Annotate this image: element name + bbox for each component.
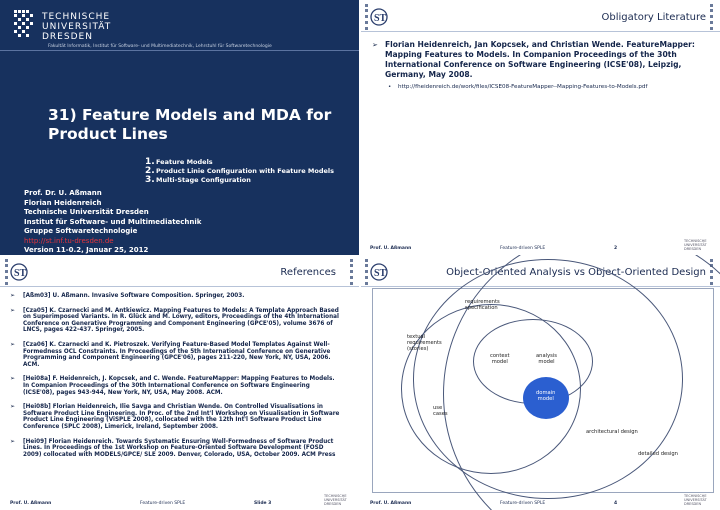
st-logo-icon [370, 7, 388, 27]
svg-text:ST: ST [374, 13, 387, 24]
st-logo-icon [370, 262, 388, 282]
tu-footer-logo [684, 494, 712, 508]
reference-item: ➢ [Cza06] K. Czarnecki and K. Pietroszek. Verifying Feature-Based Model Templates Against Well-Formedness OCL Constraints. In Proceedings of the 5th International Conference on Generative Programming and Component Engineering (GPCE'06), pages 211-220, New York, NY, USA, 2006. ACM. [10, 342, 340, 368]
university-line: DRESDEN [42, 32, 93, 42]
slide-title: References [280, 267, 336, 278]
reference-list [10, 293, 340, 466]
toc-item [145, 167, 345, 176]
detailed-design-label: detailed design [638, 451, 678, 457]
faculty-line: Fakultät Informatik, Institut für Software- und Multimediatechnik, Lehrstuhl für Softwaretechnologie [48, 44, 272, 49]
slide-footer [360, 494, 720, 510]
toc-number: 2. [145, 166, 155, 176]
footer-course: Feature-driven SPLE [500, 501, 546, 506]
footer-author: Prof. U. Aßmann [370, 246, 412, 251]
tu-dresden-logo [14, 10, 36, 40]
author-line: Institut für Software- und Multimediatechnik [24, 217, 202, 226]
university-line: UNIVERSITÄT [42, 22, 112, 32]
title-rule [360, 31, 720, 32]
footer-logo-line: UNIVERSITÄT [684, 243, 707, 247]
footer-logo-line: TECHNISCHE [324, 494, 347, 498]
reference-item: ➢ [Hei09] Florian Heidenreich. Towards Systematic Ensuring Well-Formedness of Software Product Lines. In Proceedings of the 1st Workshop on Feature-Oriented Software Development (FOSD 2009) collocated with MODELS/GPCE/ SLE 2009. Denver, Colorado, USA, October 2009. ACM Press [10, 439, 340, 459]
venn-diagram [372, 288, 714, 493]
use-cases-label: use cases [433, 405, 448, 417]
toc-number: 3. [145, 175, 155, 185]
tu-footer-logo [324, 494, 352, 508]
footer-logo-line: TECHNISCHE [684, 239, 707, 243]
footer-logo-line: DRESDEN [684, 247, 702, 251]
title-rule [0, 286, 360, 287]
university-name [42, 12, 111, 42]
reference-item: ➢ [Hei08b] Florian Heidenreich, Ilie Savga and Christian Wende. On Controlled Visualisations in Software Product Line Engineering. In Proc. of the 2nd Int'l Workshop on Visualisation in Software Product Line Engineering (ViSPLE 2008), collocated with the 12th Int'l Software Product Line Conference (SPLC 2008), Limerick, Ireland, September 2008. [10, 404, 340, 430]
architectural-design-label: architectural design [586, 429, 638, 435]
footer-logo-line: UNIVERSITÄT [324, 498, 347, 502]
toc-number: 1. [145, 157, 155, 167]
footer-page-number: 2 [614, 246, 618, 251]
footer-logo-line: TECHNISCHE [684, 494, 707, 498]
toc-item [145, 158, 345, 167]
footer-course: Feature-driven SPLE [500, 246, 546, 251]
domain-model-label: domain model [536, 390, 556, 402]
university-line: TECHNISCHE [42, 12, 111, 22]
version-line: Version 11-0.2, Januar 25, 2012 [24, 246, 149, 254]
textual-requirements-label: textual requirements (stories) [407, 334, 442, 352]
toc-text: Multi-Stage Configuration [156, 176, 251, 184]
slide-title: Obligatory Literature [601, 12, 706, 23]
footer-logo-line: UNIVERSITÄT [684, 498, 707, 502]
footer-logo-line: DRESDEN [684, 502, 702, 506]
author-block [24, 189, 201, 255]
literature-item: ➢ Florian Heidenreich, Jan Kopcsek, and Christian Wende. FeatureMapper: Mapping Features to Models. In Companion Proceedings of the 30th International Conference on Software Engineering (ICSE'08), Leipzig, Germany, May 2008. [372, 40, 702, 80]
context-model-label: context model [490, 353, 510, 365]
footer-page-number: Slide 3 [254, 501, 272, 506]
slide-footer [0, 494, 360, 510]
analysis-model-label: analysis model [536, 353, 558, 365]
reference-item: ➢ [Aßm03] U. Aßmann. Invasive Software Composition. Springer, 2003. [10, 293, 340, 300]
ooa-ood-slide [360, 255, 720, 510]
header-stripe [5, 259, 8, 285]
header-stripe [365, 4, 368, 30]
literature-list [372, 40, 702, 91]
table-of-contents [145, 158, 345, 185]
author-line: Technische Universität Dresden [24, 208, 149, 216]
header-rule [0, 50, 360, 51]
reference-item: ➢ [Hei08a] F. Heidenreich, J. Kopcsek, and C. Wende. FeatureMapper: Mapping Features to Models. In Companion Proceedings of the 30th International Conference on Software Engineering (ICSE'08), pages 943-944, New York, NY, USA, May 2008. ACM. [10, 376, 340, 396]
author-line: Prof. Dr. U. Aßmann [24, 189, 102, 197]
tu-footer-logo [684, 239, 712, 253]
slide-title: 31) Feature Models and MDA for Product Lines [48, 106, 332, 143]
author-line: Gruppe Softwaretechnologie [24, 227, 138, 235]
footer-page-number: 4 [614, 501, 618, 506]
references-slide [0, 255, 360, 510]
footer-logo-line: DRESDEN [324, 502, 342, 506]
svg-text:ST: ST [374, 268, 387, 279]
group-url-link[interactable]: http://st.inf.tu-dresden.de [24, 236, 114, 245]
footer-author: Prof. U. Aßmann [370, 501, 412, 506]
toc-text: Feature Models [156, 158, 213, 166]
toc-item [145, 176, 345, 185]
footer-course: Feature-driven SPLE [140, 501, 186, 506]
author-line: Florian Heidenreich [24, 198, 102, 207]
header-stripe-right [710, 4, 713, 30]
toc-text: Product Linie Configuration with Feature Models [156, 167, 334, 175]
slide-footer [360, 239, 720, 255]
header-stripe [365, 259, 368, 285]
literature-slide [360, 0, 720, 255]
page-divider [359, 0, 361, 510]
reference-item: ➢ [Cza05] K. Czarnecki and M. Antkiewicz. Mapping Features to Models: A Template Approach Based on Superimposed Variants. In R. Glück and M. Lowry, editors, Proceedings of the 4th International Conference on Generative Programming and Component Engineering (GPCE'05), volume 3676 of LNCS, pages 422-437. Springer, 2005. [10, 308, 340, 334]
literature-link[interactable]: • http://fheidenreich.de/work/files/ICSE08-FeatureMapper--Mapping-Features-to-Models.pdf [388, 84, 702, 91]
svg-text:ST: ST [14, 268, 27, 279]
requirements-label: requirements specification [465, 299, 500, 311]
slide-title: Object-Oriented Analysis vs Object-Oriented Design [446, 267, 706, 278]
title-slide [0, 0, 360, 255]
st-logo-icon [10, 262, 28, 282]
header-stripe-right [350, 259, 353, 285]
footer-author: Prof. U. Aßmann [10, 501, 52, 506]
